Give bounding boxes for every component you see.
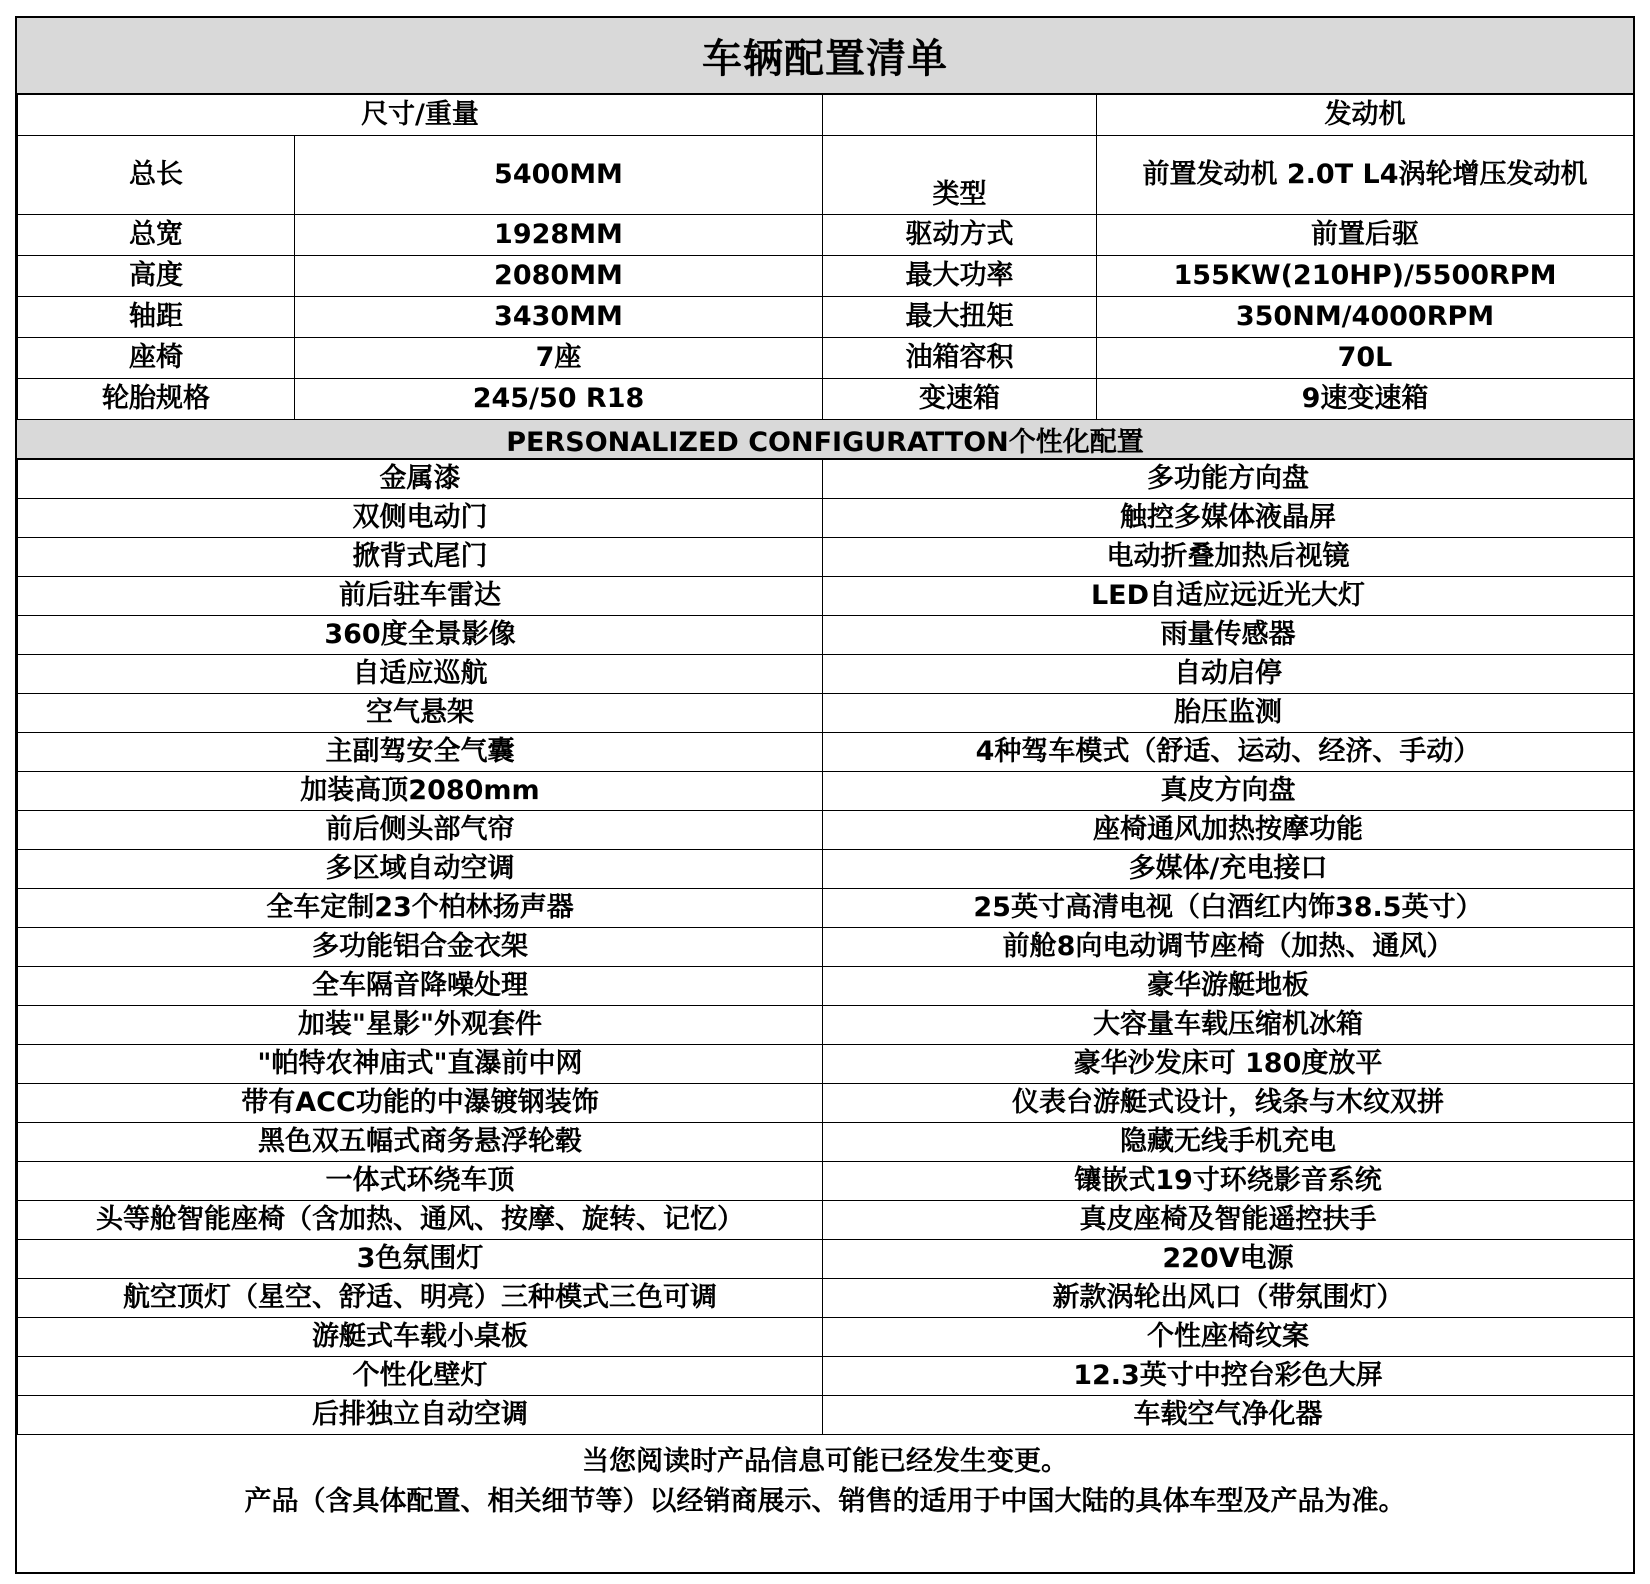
feature-left: 黑色双五幅式商务悬浮轮毂 — [18, 1123, 823, 1162]
feature-right: 座椅通风加热按摩功能 — [823, 811, 1634, 850]
feature-row — [18, 1318, 1634, 1357]
spec-label: 总长 — [18, 136, 295, 215]
feature-table — [17, 459, 1634, 1435]
spec-row — [18, 215, 1634, 256]
feature-left: 带有ACC功能的中瀑镀钢装饰 — [18, 1084, 823, 1123]
feature-right: 多媒体/充电接口 — [823, 850, 1634, 889]
spec-header-row — [18, 95, 1634, 136]
engine-label: 最大功率 — [823, 256, 1097, 297]
feature-row — [18, 889, 1634, 928]
feature-right: 豪华游艇地板 — [823, 967, 1634, 1006]
feature-left: 全车定制23个柏林扬声器 — [18, 889, 823, 928]
spec-row — [18, 256, 1634, 297]
feature-row — [18, 460, 1634, 499]
feature-right: 隐藏无线手机充电 — [823, 1123, 1634, 1162]
spec-value: 245/50 R18 — [295, 379, 823, 420]
feature-left: 航空顶灯（星空、舒适、明亮）三种模式三色可调 — [18, 1279, 823, 1318]
feature-row — [18, 538, 1634, 577]
engine-value: 前置后驱 — [1097, 215, 1634, 256]
engine-label: 驱动方式 — [823, 215, 1097, 256]
feature-row — [18, 928, 1634, 967]
feature-left: 个性化壁灯 — [18, 1357, 823, 1396]
feature-row — [18, 616, 1634, 655]
engine-label: 类型 — [823, 136, 1097, 215]
feature-right: 镶嵌式19寸环绕影音系统 — [823, 1162, 1634, 1201]
feature-left: 360度全景影像 — [18, 616, 823, 655]
spec-label: 总宽 — [18, 215, 295, 256]
feature-row — [18, 655, 1634, 694]
feature-right: 雨量传感器 — [823, 616, 1634, 655]
feature-right: 仪表台游艇式设计，线条与木纹双拼 — [823, 1084, 1634, 1123]
feature-row — [18, 499, 1634, 538]
feature-right: 新款涡轮出风口（带氛围灯） — [823, 1279, 1634, 1318]
feature-row — [18, 811, 1634, 850]
feature-left: 前后侧头部气帘 — [18, 811, 823, 850]
feature-left: 全车隔音降噪处理 — [18, 967, 823, 1006]
spec-label: 高度 — [18, 256, 295, 297]
engine-label: 变速箱 — [823, 379, 1097, 420]
feature-row — [18, 1240, 1634, 1279]
feature-left: 自适应巡航 — [18, 655, 823, 694]
feature-row — [18, 1396, 1634, 1435]
spec-label: 座椅 — [18, 338, 295, 379]
engine-value: 前置发动机 2.0T L4涡轮增压发动机 — [1097, 136, 1634, 215]
spec-table — [17, 94, 1634, 420]
feature-left: 头等舱智能座椅（含加热、通风、按摩、旋转、记忆） — [18, 1201, 823, 1240]
feature-right: 自动启停 — [823, 655, 1634, 694]
engine-value: 350NM/4000RPM — [1097, 297, 1634, 338]
feature-row — [18, 1279, 1634, 1318]
spec-value: 3430MM — [295, 297, 823, 338]
personalized-section-header: PERSONALIZED CONFIGURATTON个性化配置 — [17, 420, 1633, 459]
spec-value: 2080MM — [295, 256, 823, 297]
feature-left: 一体式环绕车顶 — [18, 1162, 823, 1201]
feature-right: 触控多媒体液晶屏 — [823, 499, 1634, 538]
feature-right: 25英寸高清电视（白酒红内饰38.5英寸） — [823, 889, 1634, 928]
feature-right: 电动折叠加热后视镜 — [823, 538, 1634, 577]
feature-row — [18, 577, 1634, 616]
feature-left: 前后驻车雷达 — [18, 577, 823, 616]
blank-header-cell — [823, 95, 1097, 136]
page-title: 车辆配置清单 — [17, 18, 1633, 94]
spec-row — [18, 338, 1634, 379]
config-sheet — [15, 16, 1635, 1574]
feature-right: 前舱8向电动调节座椅（加热、通风） — [823, 928, 1634, 967]
feature-left: 后排独立自动空调 — [18, 1396, 823, 1435]
spec-value: 7座 — [295, 338, 823, 379]
feature-right: 220V电源 — [823, 1240, 1634, 1279]
feature-left: 双侧电动门 — [18, 499, 823, 538]
feature-row — [18, 1201, 1634, 1240]
feature-right: 豪华沙发床可 180度放平 — [823, 1045, 1634, 1084]
feature-left: 加装"星影"外观套件 — [18, 1006, 823, 1045]
spec-label: 轮胎规格 — [18, 379, 295, 420]
feature-left: 多区域自动空调 — [18, 850, 823, 889]
feature-row — [18, 694, 1634, 733]
feature-left: 多功能铝合金衣架 — [18, 928, 823, 967]
engine-label: 最大扭矩 — [823, 297, 1097, 338]
feature-right: 真皮方向盘 — [823, 772, 1634, 811]
spec-value: 5400MM — [295, 136, 823, 215]
feature-left: 加装高顶2080mm — [18, 772, 823, 811]
disclaimer-footer — [17, 1435, 1633, 1528]
disclaimer-line: 当您阅读时产品信息可能已经发生变更。 — [582, 1446, 1068, 1478]
spec-row — [18, 297, 1634, 338]
engine-value: 70L — [1097, 338, 1634, 379]
disclaimer-line: 产品（含具体配置、相关细节等）以经销商展示、销售的适用于中国大陆的具体车型及产品为准。 — [244, 1485, 1406, 1517]
feature-left: 空气悬架 — [18, 694, 823, 733]
feature-row — [18, 850, 1634, 889]
feature-right: 真皮座椅及智能遥控扶手 — [823, 1201, 1634, 1240]
feature-left: 金属漆 — [18, 460, 823, 499]
engine-value: 155KW(210HP)/5500RPM — [1097, 256, 1634, 297]
feature-right: 4种驾车模式（舒适、运动、经济、手动） — [823, 733, 1634, 772]
feature-row — [18, 1123, 1634, 1162]
feature-row — [18, 1162, 1634, 1201]
feature-row — [18, 733, 1634, 772]
feature-right: 车载空气净化器 — [823, 1396, 1634, 1435]
feature-row — [18, 967, 1634, 1006]
feature-left: 掀背式尾门 — [18, 538, 823, 577]
feature-row — [18, 1045, 1634, 1084]
engine-label: 油箱容积 — [823, 338, 1097, 379]
engine-header: 发动机 — [1097, 95, 1634, 136]
feature-right: 胎压监测 — [823, 694, 1634, 733]
feature-row — [18, 1006, 1634, 1045]
spec-value: 1928MM — [295, 215, 823, 256]
feature-row — [18, 772, 1634, 811]
feature-left: 游艇式车载小桌板 — [18, 1318, 823, 1357]
feature-right: 个性座椅纹案 — [823, 1318, 1634, 1357]
feature-right: LED自适应远近光大灯 — [823, 577, 1634, 616]
dimensions-header: 尺寸/重量 — [18, 95, 823, 136]
spec-row — [18, 136, 1634, 215]
spec-label: 轴距 — [18, 297, 295, 338]
feature-row — [18, 1084, 1634, 1123]
feature-left: 主副驾安全气囊 — [18, 733, 823, 772]
feature-right: 大容量车载压缩机冰箱 — [823, 1006, 1634, 1045]
feature-row — [18, 1357, 1634, 1396]
feature-left: 3色氛围灯 — [18, 1240, 823, 1279]
feature-left: "帕特农神庙式"直瀑前中网 — [18, 1045, 823, 1084]
engine-value: 9速变速箱 — [1097, 379, 1634, 420]
spec-row — [18, 379, 1634, 420]
feature-right: 12.3英寸中控台彩色大屏 — [823, 1357, 1634, 1396]
feature-right: 多功能方向盘 — [823, 460, 1634, 499]
